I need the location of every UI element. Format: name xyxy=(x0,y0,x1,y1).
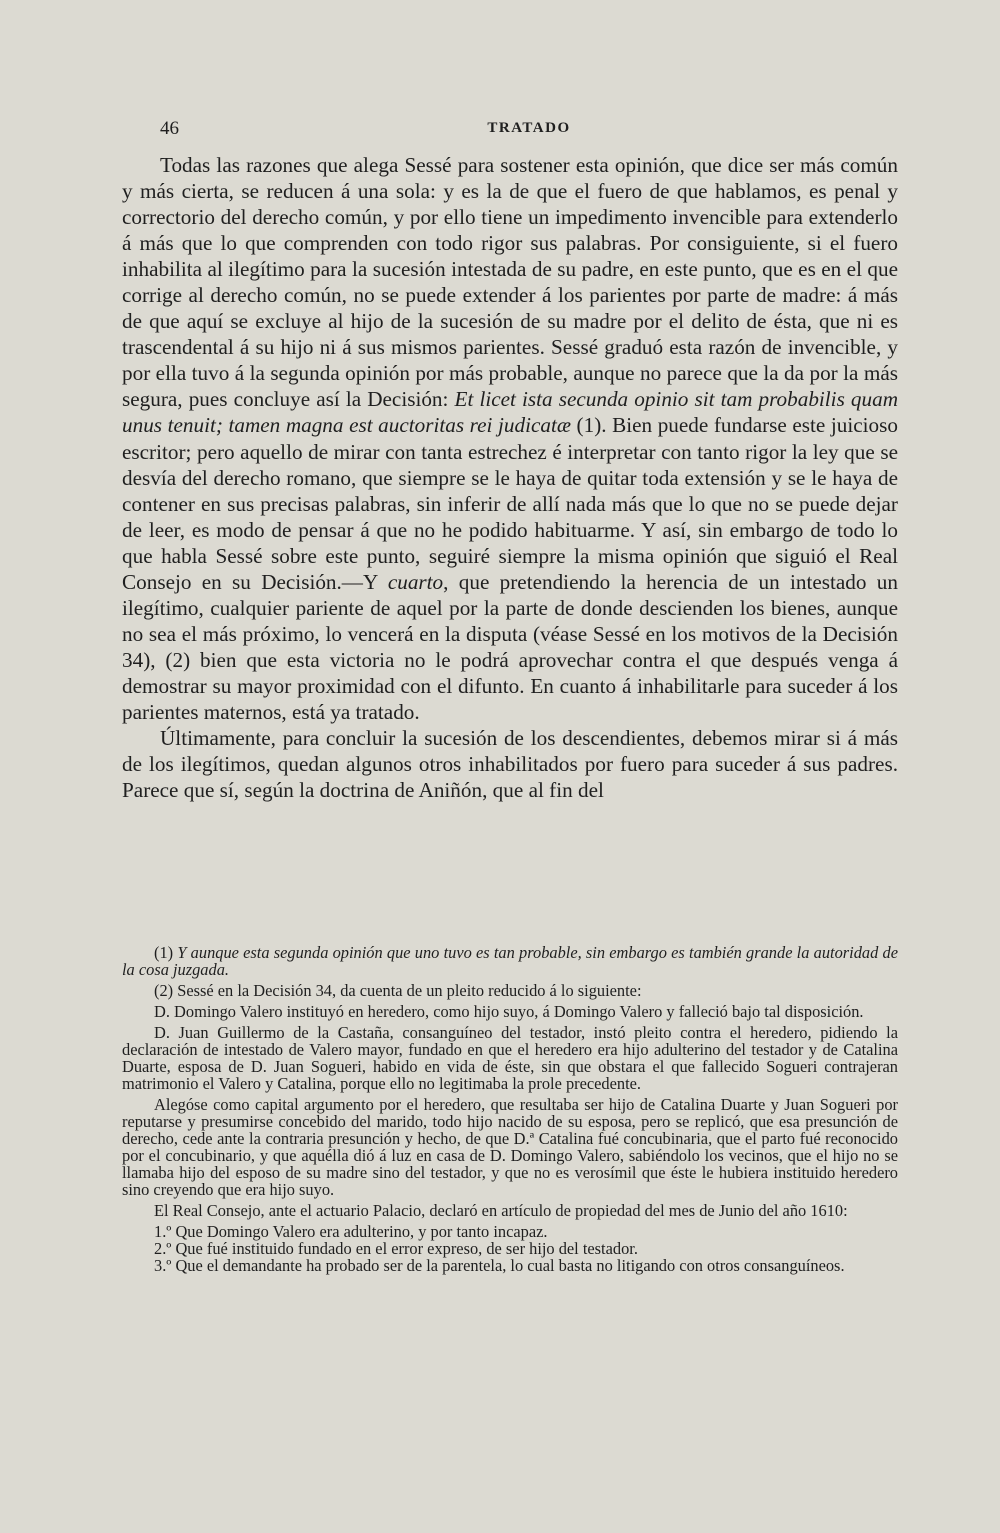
latin-quote: Et licet ista secunda opinio sit tam probabilis quam unus tenuit; tamen magna est auctoritas rei judicatæ xyxy=(122,387,898,438)
footnote-2-item-3: 3.º Que el demandante ha probado ser de la parentela, lo cual basta no litigando con otros consanguíneos. xyxy=(154,1256,845,1275)
footnote-1-text: Y aunque esta segunda opinión que uno tuvo es tan probable, sin embargo es también grande la autoridad de la cosa juzgada. xyxy=(122,943,898,979)
footnote-2-para-2: D. Juan Guillermo de la Castaña, consanguíneo del testador, instó pleito contra el heredero, pidiendo la declaración de intestado de Valero mayor, fundado en que el heredero era hijo adulterino del testador y de Catalina Duarte, esposa de D. Juan Sogueri, habido en vida de éste, sin que obstara el que fallecido Sogueri contrajeran matrimonio el Valero y Catalina, porque ello no legitimaba la prole precedente. xyxy=(122,1023,898,1093)
footnote-2-para-1: D. Domingo Valero instituyó en heredero, como hijo suyo, á Domingo Valero y falleció bajo tal disposición. xyxy=(154,1002,864,1021)
footnote-2-item-2: 2.º Que fué instituido fundado en el error expreso, de ser hijo del testador. xyxy=(154,1239,638,1258)
footnote-2-intro: Sessé en la Decisión 34, da cuenta de un pleito reducido á lo siguiente: xyxy=(177,981,642,1000)
page-header xyxy=(160,118,898,144)
footnote-2-para-4: El Real Consejo, ante el actuario Palacio, declaró en artículo de propiedad del mes de Junio del año 1610: xyxy=(154,1201,848,1220)
paragraph-1-part-c: , que pretendiendo la herencia de un intestado un ilegítimo, cualquier pariente de aquel por la parte de donde descienden los bienes, aunque no sea el más próximo, lo vencerá en la disputa (véase Sessé en los motivos de la Decisión 34), (2) bien que esta victoria no le podrá aprovechar contra el que después venga á demostrar su mayor proximidad con el difunto. En cuanto á inhabilitarle para suceder á los parientes maternos, está ya tratado. xyxy=(122,569,898,724)
footnote-2-para-3: Alegóse como capital argumento por el heredero, que resultaba ser hijo de Catalina Duarte y Juan Sogueri por reputarse y presumirse concebido del marido, todo hijo nacido de su esposa, pero se replicó, que esa presunción de derecho, cede ante la contraria presunción y hecho, de que D.ª Catalina fué concubinaria, que el parto fué reconocido por el concubinario, y que aquélla dió á luz en casa de D. Domingo Valero, sabiéndolo los vecinos, que el hijo no se llamaba hijo del esposo de su madre sino del testador, y que no es verosímil que éste le hubiera instituido heredero sino creyendo que era hijo suyo. xyxy=(122,1095,898,1199)
paragraph-1-part-a: Todas las razones que alega Sessé para sostener esta opinión, que dice ser más común y más cierta, se reducen á una sola: y es la de que el fuero de que hablamos, es penal y correctorio del derecho común, y por ello tiene un impedimento invencible para extenderlo á más que lo que comprenden con todo rigor sus palabras. Por consiguiente, si el fuero inhabilita al ilegítimo para la sucesión intestada de su padre, en este punto, que es en el que corrige al derecho común, no se puede extender á los parientes por parte de madre: á más de que aquí se excluye al hijo de la sucesión de su madre por el delito de ésta, que ni es trascendental á su hijo ni á sus mismos parientes. Sessé graduó esta razón de invencible, y por ella tuvo á la segunda opinión por más probable, aunque no parece que la da por la más segura, pues concluye así la Decisión: xyxy=(122,153,898,412)
paragraph-2: Últimamente, para concluir la sucesión de los descendientes, debemos mirar si á más de los ilegítimos, quedan algunos otros inhabilitados por fuero para suceder á sus padres. Parece que sí, según la doctrina de Aniñón, que al fin del xyxy=(122,726,898,803)
footnote-2-item-1: 1.º Que Domingo Valero era adulterino, y por tanto incapaz. xyxy=(154,1222,548,1241)
footnote-ref-1: (1). xyxy=(570,413,613,438)
running-title: TRATADO xyxy=(487,120,571,136)
main-text xyxy=(122,152,898,803)
paragraph-1 xyxy=(122,152,898,725)
page-number: 46 xyxy=(160,118,179,139)
emphasis-cuarto: cuarto xyxy=(387,569,444,594)
footnote-2 xyxy=(122,982,898,999)
footnote-1 xyxy=(122,944,898,978)
footnotes xyxy=(122,944,898,1274)
paragraph-1-part-b: Bien puede fundarse este juicioso escritor; pero aquello de mirar con tanta estrechez é interpretar con tanto rigor la ley que se desvía del derecho romano, que siempre se le haya de quitar toda extensión y se le haya de contener en sus precisas palabras, sin inferir de allí nada más que lo que no se puede dejar de leer, es modo de pensar á que no he podido habituarme. Y así, sin embargo de todo lo que habla Sessé sobre este punto, seguiré siempre la misma opinión que siguió el Real Consejo en su Decisión.—Y xyxy=(122,413,898,594)
footnote-2-mark: (2) xyxy=(154,981,174,1000)
footnote-1-mark: (1) xyxy=(154,943,174,962)
